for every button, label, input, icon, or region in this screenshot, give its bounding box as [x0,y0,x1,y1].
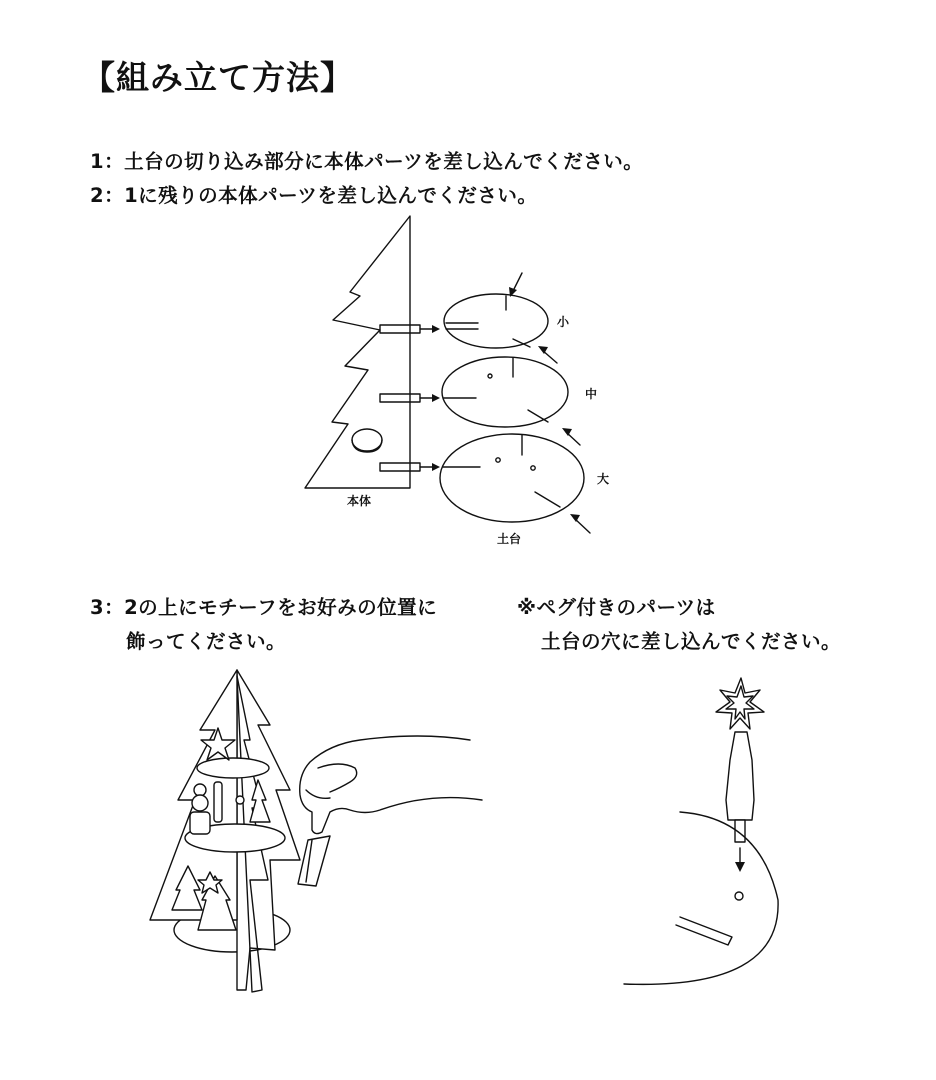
step-1-text: 1：土台の切り込み部分に本体パーツを差し込んでください。 [90,150,644,173]
page-title: 【組み立て方法】 [82,58,354,97]
hand-icon [300,736,482,834]
base-disc-icon [624,812,778,984]
label-body: 本体 [347,494,372,508]
label-large: 大 [597,472,610,486]
step-2-text: 2：1に残りの本体パーツを差し込んでください。 [90,184,538,207]
step-3-text-line2: 飾ってください。 [126,630,287,653]
label-base: 土台 [497,532,522,546]
note-text-line2: 土台の穴に差し込んでください。 [541,630,842,653]
note-text-line1: ※ペグ付きのパーツは [517,596,716,619]
step-3-text-line1: 3：2の上にモチーフをお好みの位置に [90,596,438,619]
label-medium: 中 [585,387,598,401]
label-small: 小 [557,315,570,329]
